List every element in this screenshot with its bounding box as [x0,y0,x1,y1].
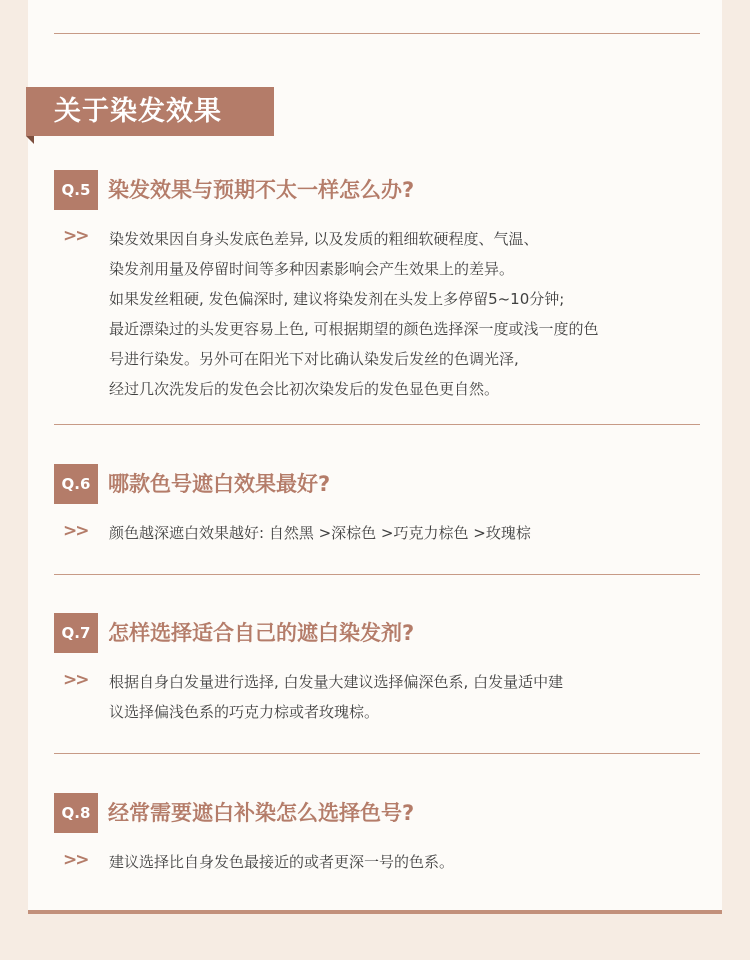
bottom-border [28,910,722,914]
answer-line: 染发剂用量及停留时间等多种因素影响会产生效果上的差异。 [109,260,515,278]
answer-line: 最近漂染过的头发更容易上色, 可根据期望的颜色选择深一度或浅一度的色 [109,320,599,338]
answer-line: 议选择偏浅色系的巧克力棕或者玫瑰棕。 [109,703,380,721]
answer-line: 号进行染发。另外可在阳光下对比确认染发后发丝的色调光泽, [109,350,519,368]
q5-answer [109,224,699,404]
answer-line: 染发效果因自身头发底色差异, 以及发质的粗细软硬程度、气温、 [109,230,539,248]
q6-answer [109,518,699,548]
divider [54,424,700,425]
top-divider [54,33,700,34]
q6-badge: Q.6 [54,464,98,504]
q8-arrow-icon: >> [63,850,88,870]
q5-badge: Q.5 [54,170,98,210]
q7-arrow-icon: >> [63,670,88,690]
answer-line: 根据自身白发量进行选择, 白发量大建议选择偏深色系, 白发量适中建 [109,673,564,691]
faq-card [28,0,722,912]
q5-arrow-icon: >> [63,226,88,246]
answer-line: 经过几次洗发后的发色会比初次染发后的发色显色更自然。 [109,380,500,398]
divider [54,574,700,575]
divider [54,753,700,754]
q8-badge: Q.8 [54,793,98,833]
answer-line: 颜色越深遮白效果越好: 自然黑 >深棕色 >巧克力棕色 >玫瑰棕 [109,524,531,542]
q5-question: 染发效果与预期不太一样怎么办? [108,178,415,202]
q7-answer [109,667,699,727]
section-title-fold [26,136,34,144]
q8-answer [109,847,699,877]
section-title: 关于染发效果 [26,87,274,136]
answer-line: 如果发丝粗硬, 发色偏深时, 建议将染发剂在头发上多停留5~10分钟; [109,290,565,308]
q7-badge: Q.7 [54,613,98,653]
q7-question: 怎样选择适合自己的遮白染发剂? [108,621,415,645]
answer-line: 建议选择比自身发色最接近的或者更深一号的色系。 [109,853,455,871]
q8-question: 经常需要遮白补染怎么选择色号? [108,801,415,825]
q6-arrow-icon: >> [63,521,88,541]
q6-question: 哪款色号遮白效果最好? [108,472,331,496]
